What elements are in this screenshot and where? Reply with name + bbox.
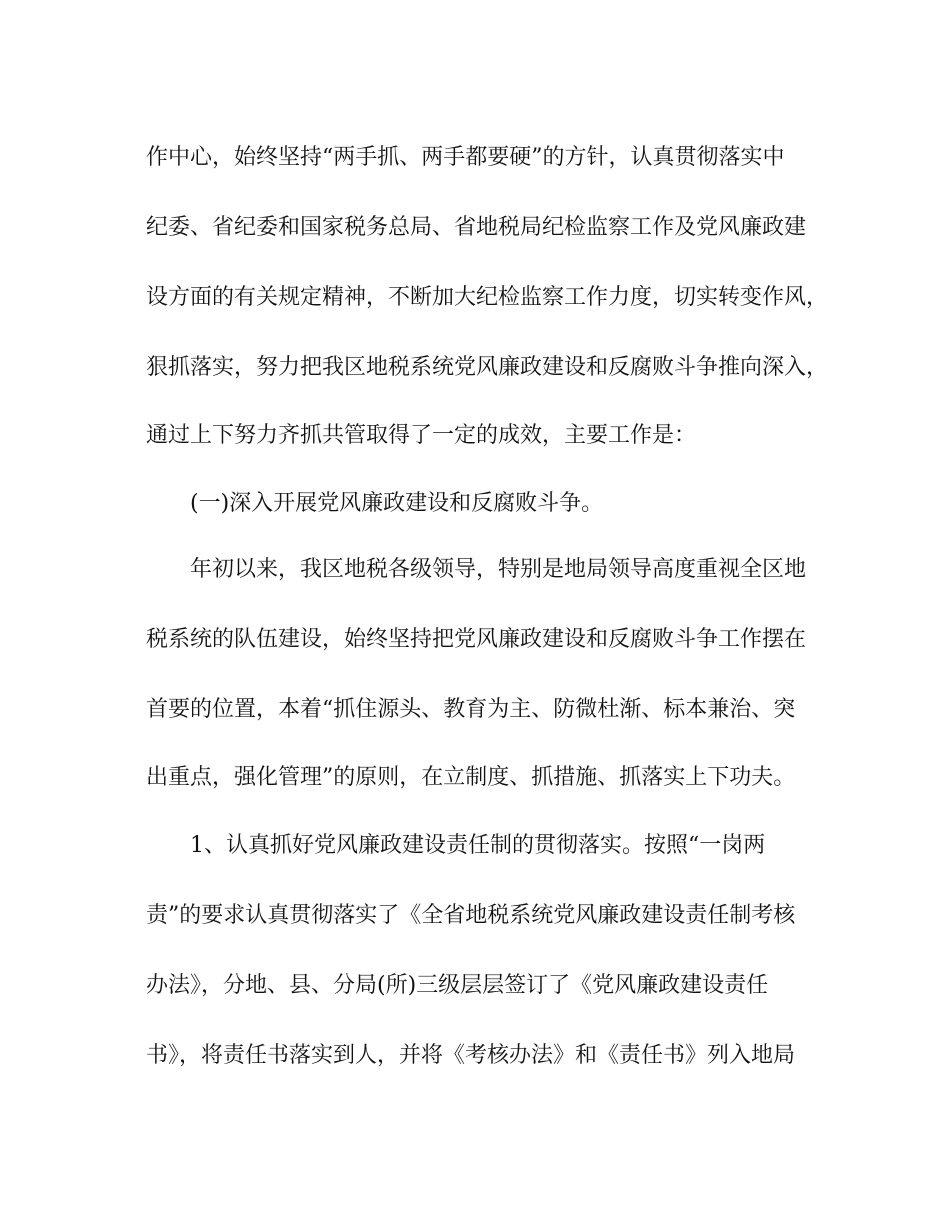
paragraph-line: 狠抓落实，努力把我区地税系统党风廉政建设和反腐败斗争推向深入， (146, 355, 829, 380)
paragraph-line: 首要的位置，本着“抓住源头、教育为主、防微杜渐、标本兼治、突 (146, 697, 796, 722)
paragraph-line: 设方面的有关规定精神，不断加大纪检监察工作力度，切实转变作风， (146, 285, 829, 310)
paragraph-line: 年初以来，我区地税各级领导，特别是地局领导高度重视全区地 (190, 557, 807, 582)
section-heading: (一)深入开展党风廉政建设和反腐败斗争。 (190, 491, 604, 516)
paragraph-line: 出重点，强化管理”的原则，在立制度、抓措施、抓落实上下功夫。 (146, 765, 796, 790)
paragraph-line: 纪委、省纪委和国家税务总局、省地税局纪检监察工作及党风廉政建 (146, 215, 807, 240)
paragraph-line: 1、认真抓好党风廉政建设责任制的贯彻落实。按照“一岗两 (190, 833, 766, 858)
paragraph-line: 责”的要求认真贯彻落实了《全省地税系统党风廉政建设责任制考核 (146, 903, 796, 928)
paragraph-line: 作中心，始终坚持“两手抓、两手都要硬”的方针，认真贯彻落实中 (146, 145, 785, 170)
paragraph-line: 通过上下努力齐抓共管取得了一定的成效，主要工作是： (146, 423, 697, 448)
paragraph-line: 税系统的队伍建设，始终坚持把党风廉政建设和反腐败斗争工作摆在 (146, 627, 807, 652)
paragraph-line: 书》，将责任书落实到人，并将《考核办法》和《责任书》列入地局 (146, 1043, 796, 1068)
paragraph-line: 办法》，分地、县、分局(所)三级层层签订了《党风廉政建设责任 (146, 973, 769, 998)
